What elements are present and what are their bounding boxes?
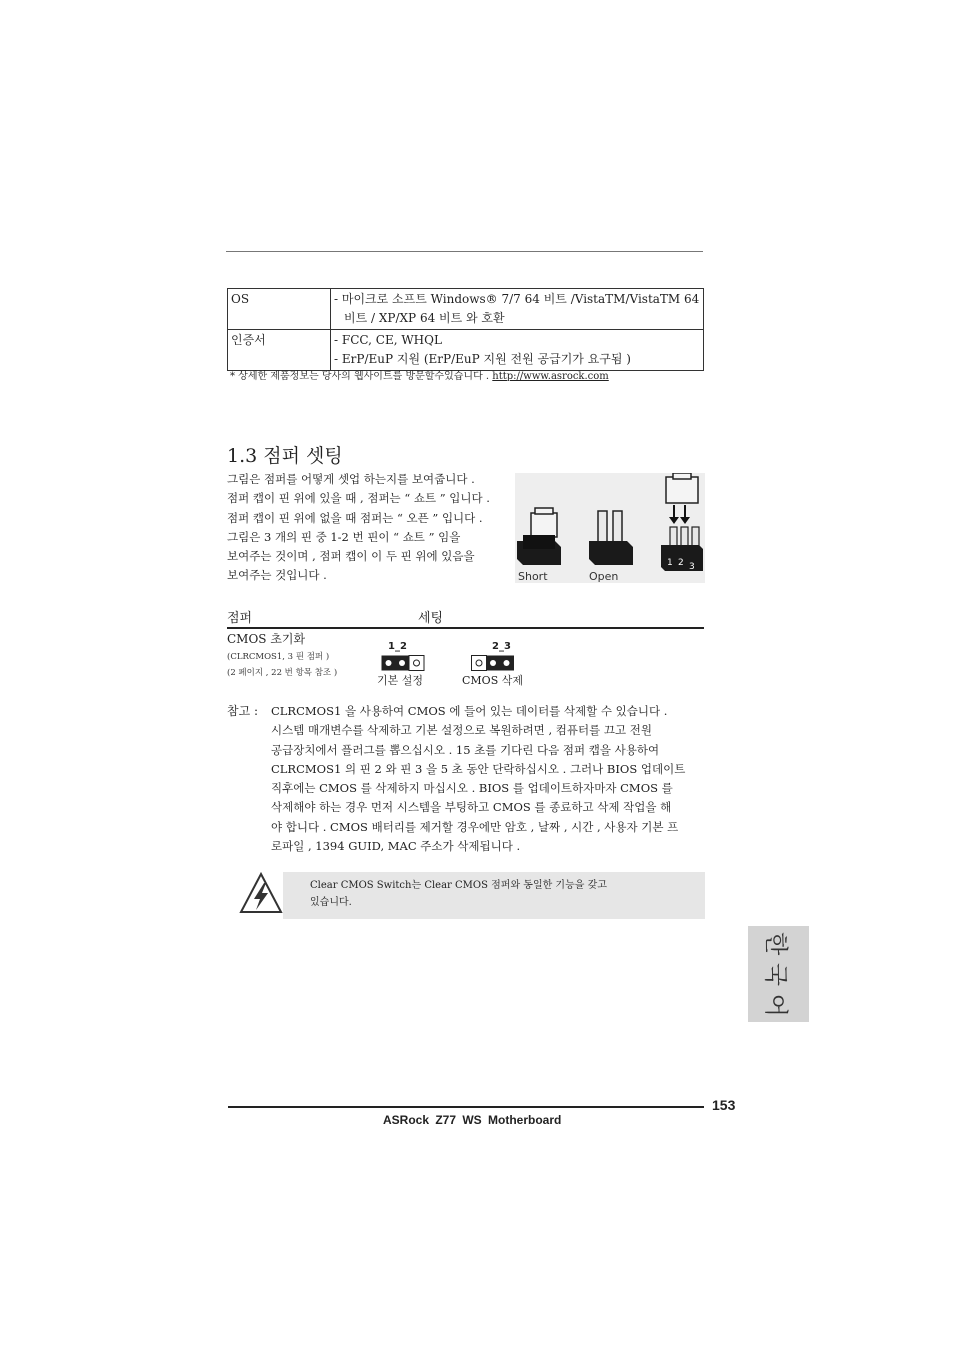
- cmos-name: CMOS 초기화: [227, 632, 306, 646]
- pin12-jumper-icon: [381, 655, 426, 671]
- spec-line: - 마이크로 소프트 Windows® 7/7 64 비트 /VistaTM/VistaTM 64: [334, 292, 700, 306]
- note-label: 참고 :: [227, 704, 259, 718]
- language-tab-label: 한 국 어: [762, 931, 790, 1017]
- page-number: 153: [712, 1097, 736, 1113]
- note-line: CLRCMOS1 을 사용하여 CMOS 에 들어 있는 데이터를 삭제할 수 있습니다 .: [271, 704, 668, 718]
- note-line: 직후에는 CMOS 를 삭제하지 마십시오 . BIOS 를 업데이트하자마자 CMOS 를: [271, 781, 673, 796]
- col-jumper-header: 점퍼: [227, 611, 253, 626]
- pin12-label: 1_2: [388, 641, 407, 652]
- pin23-label: 2_3: [492, 641, 511, 652]
- jumper-table-rule: [227, 627, 704, 629]
- warning-line: 있습니다.: [310, 897, 352, 908]
- intro-line: 점퍼 캡이 핀 위에 없을 때 점퍼는 “ 오픈 ” 입니다 .: [227, 510, 483, 525]
- spec-value: [331, 330, 704, 371]
- pin12-caption: 기본 설정: [377, 674, 424, 687]
- pin23-caption: CMOS 삭제: [462, 674, 523, 687]
- note-line: 야 합니다 . CMOS 배터리를 제거할 경우에만 암호 , 날짜 , 시간 , 사용자 기본 프: [271, 819, 679, 834]
- cmos-sub1: (CLRCMOS1, 3 핀 점퍼 ): [227, 652, 330, 662]
- intro-paragraph: [227, 470, 517, 586]
- intro-line: 그림은 점퍼를 어떻게 셋업 하는지를 보여줍니다 .: [227, 472, 475, 486]
- open-label: Open: [589, 570, 619, 583]
- note-line: 로파일 , 1394 GUID, MAC 주소가 삭제됩니다 .: [271, 839, 521, 854]
- jumper-figure-svg: [515, 473, 705, 583]
- header-rule: [226, 251, 703, 252]
- intro-line: 그림은 3 개의 핀 중 1-2 번 핀이 “ 쇼트 ” 임을: [227, 529, 461, 544]
- pin2-label: 2: [678, 558, 684, 568]
- footnote-text: * 상세한 제품정보는 당사의 웹사이트를 방문할수있습니다 .: [230, 371, 493, 382]
- footer-rule: [228, 1106, 704, 1108]
- note-line: 공급장치에서 플러그를 뽑으십시오 . 15 초를 기다린 다음 점퍼 캡을 사용하여: [271, 742, 660, 757]
- footnote: [230, 367, 609, 382]
- pin23-jumper-icon: [471, 655, 516, 671]
- intro-line: 보여주는 것입니다 .: [227, 568, 327, 583]
- spec-line: - FCC, CE, WHQL: [334, 333, 442, 347]
- note-line: CLRCMOS1 의 핀 2 와 핀 3 을 5 초 동안 단락하십시오 . 그러나 BIOS 업데이트: [271, 761, 686, 776]
- pin1-label: 1: [667, 558, 673, 568]
- table-row: [228, 330, 704, 371]
- three-pin-jumper-graphic: [661, 473, 703, 571]
- intro-line: 점퍼 캡이 핀 위에 있을 때 , 점퍼는 “ 쇼트 ” 입니다 .: [227, 491, 490, 506]
- section-title: 1.3 점퍼 셋팅: [227, 445, 343, 467]
- table-row: [228, 289, 704, 330]
- cmos-sub2: (2 페이지 , 22 번 항목 참조 ): [227, 668, 338, 678]
- intro-line: 보여주는 것이며 , 점퍼 캡이 이 두 핀 위에 있음을: [227, 549, 475, 564]
- spec-key: OS: [228, 289, 331, 330]
- open-jumper-graphic: [589, 511, 633, 565]
- warning-line: Clear CMOS Switch는 Clear CMOS 점퍼와 동일한 기능을 갖고: [310, 880, 607, 891]
- note-line: 삭제해야 하는 경우 먼저 시스템을 부팅하고 CMOS 를 종료하고 삭제 작업을 해: [271, 800, 672, 815]
- warning-text: [310, 877, 607, 911]
- short-jumper-graphic: [517, 508, 561, 565]
- jumper-illustration: [515, 473, 705, 583]
- asrock-link[interactable]: http://www.asrock.com: [492, 371, 609, 382]
- short-label: Short: [518, 570, 548, 583]
- footer-product: ASRock Z77 WS Motherboard: [383, 1113, 562, 1127]
- note-body: [271, 702, 704, 856]
- spec-value: [331, 289, 704, 330]
- col-setting-header: 세팅: [418, 611, 444, 626]
- pin3-label: 3: [689, 562, 695, 572]
- warning-icon: [238, 871, 284, 917]
- spec-line: 비트 / XP/XP 64 비트 와 호환: [344, 311, 505, 325]
- note-line: 시스템 매개변수를 삭제하고 기본 설정으로 복원하려면 , 컴퓨터를 끄고 전원: [271, 723, 652, 738]
- spec-line: - ErP/EuP 지원 (ErP/EuP 지원 전원 공급기가 요구됨 ): [334, 352, 631, 366]
- spec-table: [227, 288, 704, 371]
- language-tab-label-wrap: [748, 926, 809, 1022]
- spec-key: 인증서: [228, 330, 331, 371]
